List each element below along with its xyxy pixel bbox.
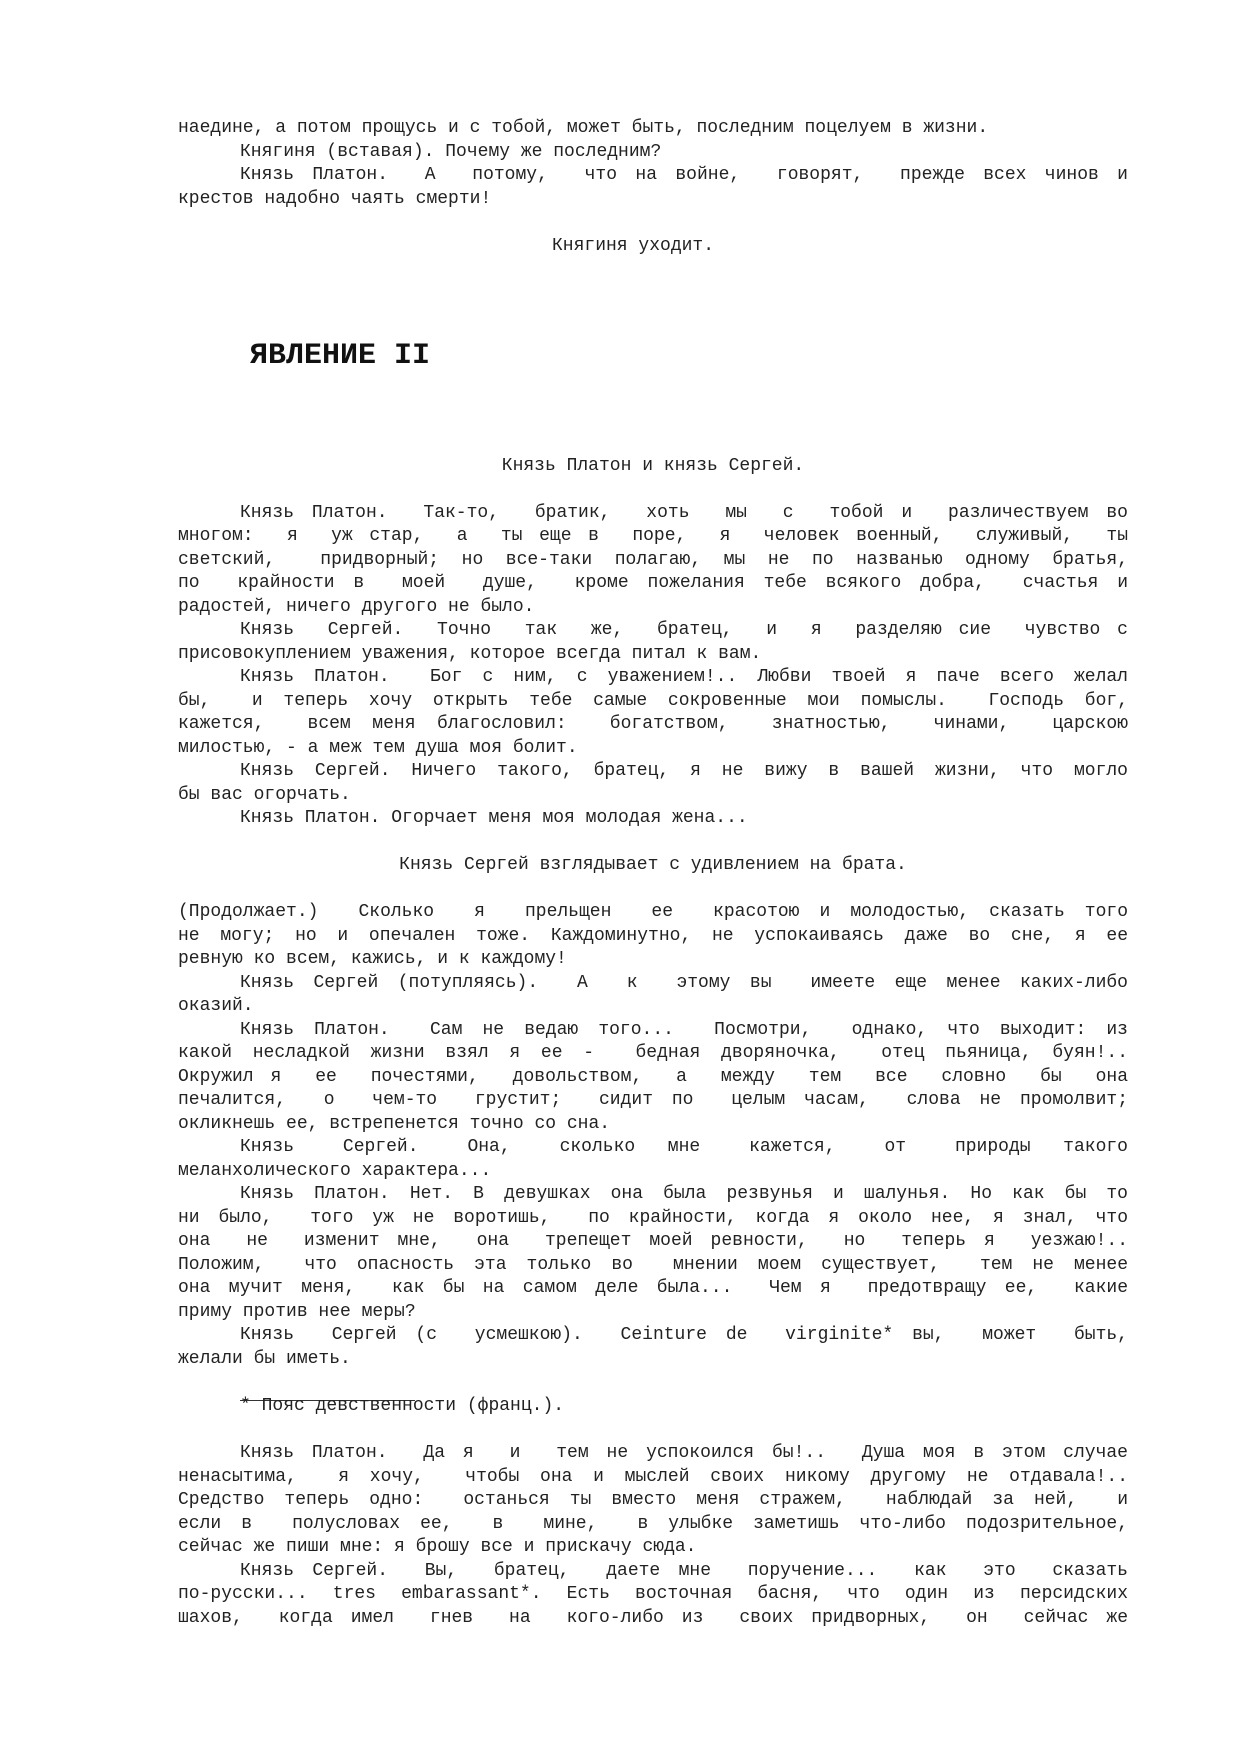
text-line: крестов надобно чаять смерти! — [178, 189, 492, 209]
text-line: печалится, о чем-то грустит; сидит по целым часам, слова не промолвит; — [178, 1090, 1128, 1110]
text-line: светский, придворный; но все-таки полагаю, мы не по названью одному братья, — [178, 550, 1128, 570]
text-line: по крайности в моей душе, кроме пожелания тебе всякого добра, счастья и — [178, 573, 1128, 593]
text-line: кажется, всем меня благословил: богатством, знатностью, чинами, царскою — [178, 714, 1128, 734]
text-line: Княгиня (вставая). Почему же последним? — [240, 142, 662, 162]
text-line: окликнешь ее, встрепенется точно со сна. — [178, 1114, 611, 1134]
text-line: радостей, ничего другого не было. — [178, 597, 535, 617]
text-line: ревную ко всем, кажись, и к каждому! — [178, 949, 567, 969]
text-line: Князь Сергей. Она, сколько мне кажется, от природы такого — [240, 1137, 1128, 1157]
text-line: Князь Сергей (потупляясь). А к этому вы имеете еще менее каких-либо — [240, 973, 1128, 993]
text-line: Князь Платон. Да я и тем не успокоился бы!.. Душа моя в этом случае — [240, 1443, 1128, 1463]
footnote: * Пояс девственности (франц.). — [240, 1396, 565, 1416]
text-line: ни было, того уж не воротишь, по крайности, когда я около нее, я знал, что — [178, 1208, 1128, 1228]
text-line: Князь Платон. А потому, что на войне, говорят, прежде всех чинов и — [240, 165, 1128, 185]
text-line: бы, и теперь хочу открыть тебе самые сокровенные мои помыслы. Господь бог, — [178, 691, 1128, 711]
text-line: меланхолического характера... — [178, 1161, 492, 1181]
text-line: Средство теперь одно: останься ты вместо меня стражем, наблюдай за ней, и — [178, 1490, 1128, 1510]
text-line: Князь Сергей. Вы, братец, даете мне поручение... как это сказать — [240, 1561, 1128, 1581]
text-line: Князь Платон. Сам не ведаю того... Посмотри, однако, что выходит: из — [240, 1020, 1128, 1040]
text-line: Князь Платон. Бог с ним, с уважением!.. Любви твоей я паче всего желал — [240, 667, 1128, 687]
text-line: Князь Платон. Огорчает меня моя молодая жена... — [240, 808, 748, 828]
text-line: приму против нее меры? — [178, 1302, 416, 1322]
text-line: сейчас же пиши мне: я брошу все и прискачу сюда. — [178, 1537, 697, 1557]
text-line: не могу; но и опечален тоже. Каждоминутно, не успокаиваясь даже во сне, я ее — [178, 926, 1128, 946]
text-line: она не изменит мне, она трепещет моей ревности, но теперь я уезжаю!.. — [178, 1231, 1128, 1251]
text-line: по-русски... tres embarassant*. Есть восточная басня, что один из персидских — [178, 1584, 1128, 1604]
text-line: Положим, что опасность эта только во мнении моем существует, тем не менее — [178, 1255, 1128, 1275]
text-line: оказий. — [178, 996, 254, 1016]
text-line: какой несладкой жизни взял я ее - бедная дворяночка, отец пьяница, буян!.. — [178, 1043, 1128, 1063]
stage-direction: Князь Платон и князь Сергей. — [501, 456, 805, 476]
text-line: Князь Сергей. Ничего такого, братец, я не вижу в вашей жизни, что могло — [240, 761, 1128, 781]
stage-direction: Князь Сергей взглядывает с удивлением на брата. — [399, 855, 907, 875]
text-line: Окружил я ее почестями, довольством, а между тем все словно бы она — [178, 1067, 1128, 1087]
text-line: многом: я уж стар, а ты еще в поре, я человек военный, служивый, ты — [178, 526, 1128, 546]
text-line: бы вас огорчать. — [178, 785, 351, 805]
text-line: Князь Платон. Нет. В девушках она была резвунья и шалунья. Но как бы то — [240, 1184, 1128, 1204]
stage-direction: Княгиня уходит. — [552, 236, 715, 256]
scene-heading: ЯВЛЕНИЕ II — [250, 339, 431, 373]
text-line: шахов, когда имел гнев на кого-либо из своих придворных, он сейчас же — [178, 1608, 1128, 1628]
text-line: желали бы иметь. — [178, 1349, 351, 1369]
text-line: Князь Сергей (с усмешкою). Ceinture de virginite* вы, может быть, — [240, 1325, 1128, 1345]
text-line: (Продолжает.) Сколько я прельщен ее красотою и молодостью, сказать того — [178, 902, 1128, 922]
text-line: Князь Сергей. Точно так же, братец, и я разделяю сие чувство с — [240, 620, 1128, 640]
text-line: ненасытима, я хочу, чтобы она и мыслей своих никому другому не отдавала!.. — [178, 1467, 1128, 1487]
text-line: милостью, - а меж тем душа моя болит. — [178, 738, 578, 758]
text-line: если в полусловах ее, в мине, в улыбке заметишь что-либо подозрительное, — [178, 1514, 1128, 1534]
text-line: присовокуплением уважения, которое всегда питал к вам. — [178, 644, 762, 664]
text-line: наедине, а потом прощусь и с тобой, может быть, последним поцелуем в жизни. — [178, 118, 989, 138]
text-line: Князь Платон. Так-то, братик, хоть мы с тобой и различествуем во — [240, 503, 1128, 523]
text-line: она мучит меня, как бы на самом деле была... Чем я предотвращу ее, какие — [178, 1278, 1128, 1298]
